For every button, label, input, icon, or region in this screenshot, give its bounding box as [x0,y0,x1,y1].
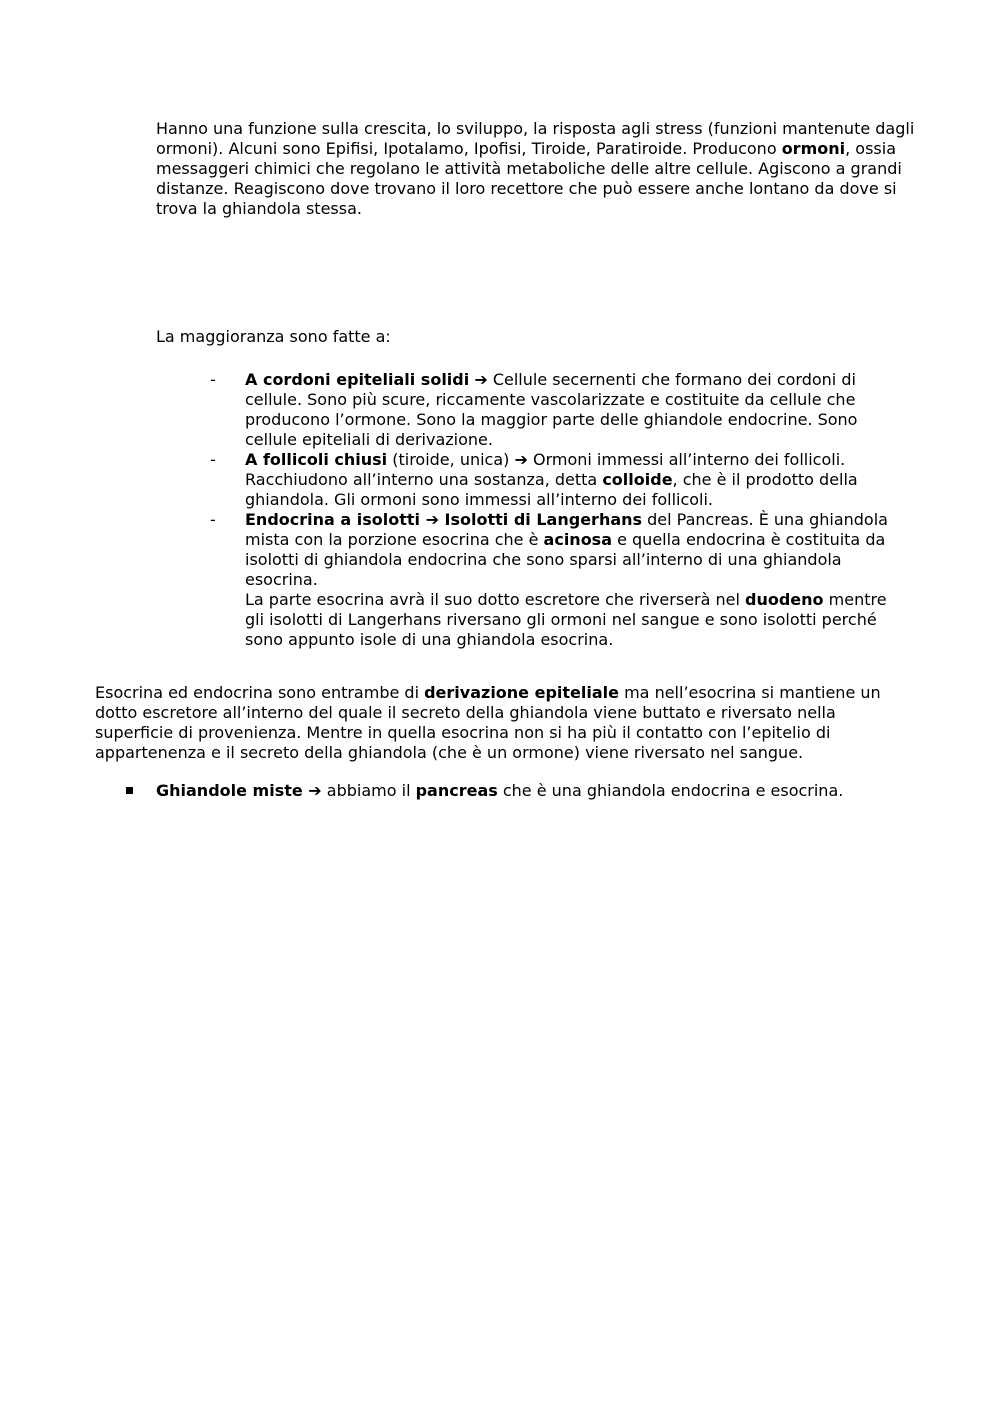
comparison-paragraph [95,683,915,763]
comparison-text-1: Esocrina ed endocrina sono entrambe di [95,683,425,702]
item-title: Endocrina a isolotti [245,510,426,529]
list-item-cordoni [210,370,910,450]
item-text: (tiroide, unica) [387,450,515,469]
arrow-icon: ➔ [514,450,528,469]
intro-text-2: , ossia messaggeri chimici che regolano le attività metaboliche delle altre cellule. Agiscono a grandi distanze. Reagiscono dove trovano il loro recettore che può essere anche lontano da dove si trova la ghiandola stessa. [156,139,902,218]
gland-types-list [210,370,910,650]
square-bullet-icon [126,787,133,794]
mixed-glands-list [124,781,924,801]
item-text: del Pancreas. È una ghiandola mista con la porzione esocrina che è [245,510,888,549]
list-item-miste [124,781,924,801]
item-text: abbiamo il [321,781,416,800]
item-title: Ghiandole miste [156,781,309,800]
arrow-icon: ➔ [308,781,322,800]
list-item-isolotti [210,510,910,650]
item-text: La parte esocrina avrà il suo dotto escretore che riverserà nel [245,590,746,609]
comparison-bold: derivazione epiteliale [424,683,619,702]
item-bold: Isolotti di Langerhans [438,510,643,529]
intro-bold-ormoni: ormoni [781,139,846,158]
item-text: Cellule secernenti che formano dei cordoni di cellule. Sono più scure, riccamente vascolarizzate e costituite da cellule che producono l’ormone. Sono la maggior parte delle ghiandole endocrine. Sono cellule epiteliali di derivazione. [245,370,858,449]
majority-paragraph: La maggioranza sono fatte a: [156,327,391,346]
item-text: , che è il prodotto della ghiandola. Gli ormoni sono immessi all’interno dei follicoli. [245,470,858,509]
intro-paragraph [156,119,916,219]
item-title: A follicoli chiusi [245,450,388,469]
arrow-icon: ➔ [474,370,488,389]
dash-marker: - [210,370,216,389]
comparison-text-2: ma nell’esocrina si mantiene un dotto escretore all’interno del quale il secreto della ghiandola viene buttato e riversato nella superficie di provenienza. Mentre in quella esocrina non si ha più il contatto con l’epitelio di appartenenza e il secreto della ghiandola (che è un ormone) viene riversato nel sangue. [95,683,881,762]
item-text: e quella endocrina è costituita da isolotti di ghiandola endocrina che sono sparsi all’interno di una ghiandola esocrina. [245,530,886,589]
dash-marker: - [210,450,216,469]
item-bold: acinosa [543,530,612,549]
item-text: che è una ghiandola endocrina e esocrina. [497,781,844,800]
dash-marker: - [210,510,216,529]
intro-text-1: Hanno una funzione sulla crescita, lo sviluppo, la risposta agli stress (funzioni mantenute dagli ormoni). Alcuni sono Epifisi, Ipotalamo, Ipofisi, Tiroide, Paratiroide. Producono [156,119,915,158]
item-text: Ormoni immessi all’interno dei follicoli. Racchiudono all’interno una sostanza, detta [245,450,846,489]
item-bold: pancreas [415,781,498,800]
item-title: A cordoni epiteliali solidi [245,370,470,389]
item-text: mentre gli isolotti di Langerhans riversano gli ormoni nel sangue e sono isolotti perché sono appunto isole di una ghiandola esocrina. [245,590,887,649]
arrow-icon: ➔ [425,510,439,529]
item-bold: duodeno [745,590,824,609]
item-bold: colloide [602,470,673,489]
list-item-follicoli [210,450,910,510]
